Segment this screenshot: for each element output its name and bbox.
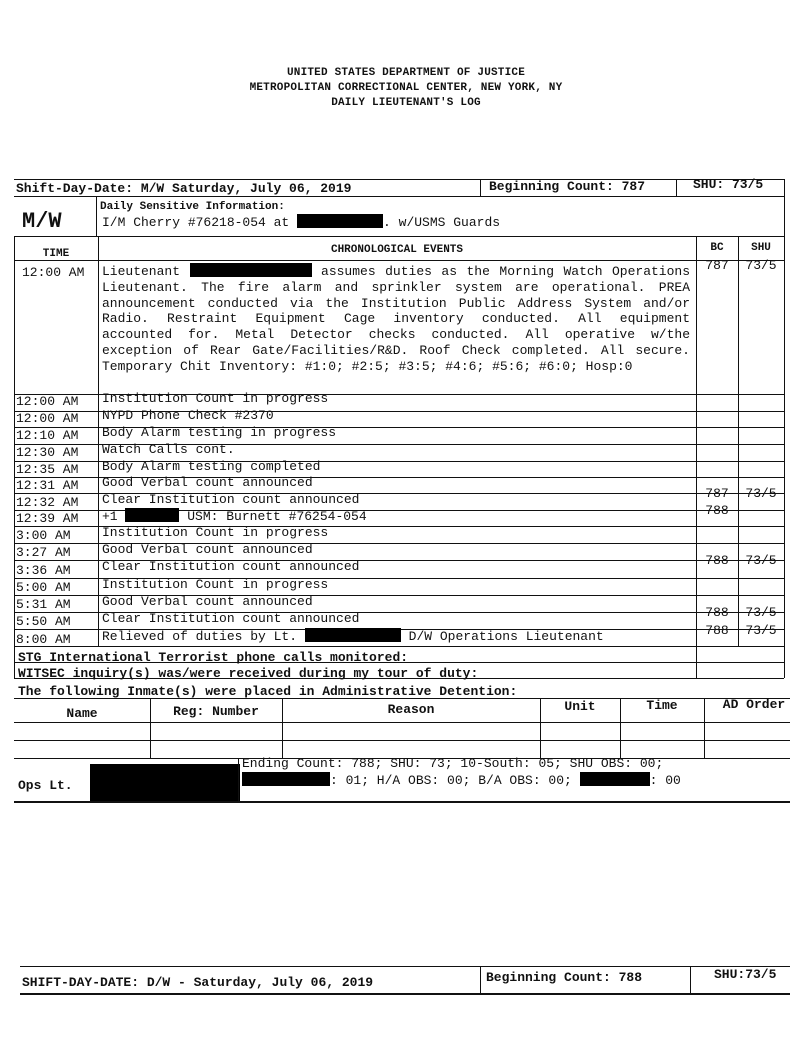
rule (14, 646, 784, 647)
event-time: 12:31 AM (16, 478, 79, 493)
shift-code: M/W (22, 209, 62, 234)
rule (480, 179, 481, 196)
event-time: 3:36 AM (16, 563, 71, 578)
next-beginning-count: Beginning Count: 788 (486, 970, 643, 985)
event-text-b: D/W Operations Lieutenant (408, 629, 604, 644)
event-text: Good Verbal count announced (102, 475, 313, 490)
redaction (305, 628, 401, 642)
ad-header-order: AD Order (722, 697, 786, 712)
event-shu: 73/5 (745, 486, 777, 501)
rule (14, 740, 790, 741)
rule (738, 236, 739, 646)
event-text: NYPD Phone Check #2370 (102, 408, 274, 423)
event-time: 12:00 AM (16, 411, 79, 426)
rule (96, 196, 97, 236)
first-entry-text-a: Lieutenant (102, 264, 181, 279)
header-line-3: DAILY LIEUTENANT'S LOG (331, 97, 481, 109)
sensitive-text-a: I/M Cherry #76218-054 at (102, 215, 290, 230)
rule (14, 260, 784, 261)
event-text: Body Alarm testing completed (102, 459, 321, 474)
ad-title: The following Inmate(s) were placed in Administrative Detention: (18, 684, 518, 699)
event-text: Institution Count in progress (102, 391, 329, 406)
event-time: 3:27 AM (16, 545, 71, 560)
rule (14, 179, 784, 180)
redaction (580, 772, 650, 786)
ending-count-line-2 (242, 772, 681, 789)
event-time: 12:35 AM (16, 462, 79, 477)
event-bc: 788 (705, 605, 729, 620)
ad-header-name: Name (66, 706, 98, 721)
redaction (190, 263, 312, 277)
event-time: 12:30 AM (16, 445, 79, 460)
header-line-2: METROPOLITAN CORRECTIONAL CENTER, NEW YORK, NY (249, 82, 563, 94)
document-header (0, 66, 812, 111)
first-entry-text-b: assumes duties as the Morning Watch Operations Lieutenant. The fire alarm and sprinkler system are operational. PREA announcement conducted via the Institution Public Address System and/or Radio. Restraint Equipment Cage inventory conducted. All equipment accounted for. Metal Detector checks conducted. All operative w/the exception of Rear Gate/Facilities/R&D. Roof Check completed. All secure. Temporary Chit Inventory: #1:0; #2:5; #3:5; #4:6; #5:6; #6:0; Hosp:0 (102, 264, 690, 374)
rule (540, 698, 541, 758)
event-text: Clear Institution count announced (102, 559, 360, 574)
event-shu: 73/5 (745, 623, 777, 638)
redaction (125, 508, 179, 522)
first-entry-text (102, 263, 690, 375)
rule (480, 966, 481, 993)
event-bc: 787 (705, 486, 729, 501)
event-text: Clear Institution count announced (102, 492, 360, 507)
rule (784, 179, 785, 678)
event-text (102, 508, 367, 525)
event-time: 3:00 AM (16, 528, 71, 543)
rule (14, 722, 790, 723)
next-shift-day-date: SHIFT-DAY-DATE: D/W - Saturday, July 06, 2019 (22, 975, 374, 990)
stg-line: STG International Terrorist phone calls monitored: (18, 650, 409, 665)
ad-header-reason: Reason (387, 702, 435, 717)
rule (20, 993, 790, 995)
event-time: 5:31 AM (16, 597, 71, 612)
rule (690, 966, 691, 993)
rule (150, 698, 151, 758)
event-bc: 788 (705, 553, 729, 568)
ending-count-line-2-b: : 00 (649, 773, 681, 788)
rule (14, 801, 790, 803)
event-bc: 788 (705, 623, 729, 638)
event-time: 12:39 AM (16, 511, 79, 526)
shift-day-date: Shift-Day-Date: M/W Saturday, July 06, 2019 (16, 181, 352, 196)
event-time: 8:00 AM (16, 632, 71, 647)
witsec-line: WITSEC inquiry(s) was/were received during my tour of duty: (18, 666, 479, 681)
sensitive-label: Daily Sensitive Information: (100, 201, 285, 213)
event-time: 12:32 AM (16, 495, 79, 510)
ending-count-line-1: Ending Count: 788; SHU: 73; 10-South: 05; SHU OBS: 00; (242, 756, 664, 771)
event-shu: 73/5 (745, 553, 777, 568)
beginning-count: Beginning Count: 787 (489, 179, 646, 194)
rule (98, 236, 99, 646)
redaction (242, 772, 330, 786)
event-text (102, 628, 604, 645)
rule (620, 698, 621, 758)
event-text: Clear Institution count announced (102, 611, 360, 626)
event-text: Good Verbal count announced (102, 594, 313, 609)
event-time: 12:10 AM (16, 428, 79, 443)
col-bc: BC (710, 242, 724, 254)
event-time: 5:00 AM (16, 580, 71, 595)
event-text-b: USM: Burnett #76254-054 (187, 509, 367, 524)
first-entry-shu: 73/5 (745, 258, 777, 273)
first-entry-time: 12:00 AM (22, 265, 85, 280)
event-text-a: Relieved of duties by Lt. (102, 629, 298, 644)
event-time: 5:50 AM (16, 614, 71, 629)
event-text: Good Verbal count announced (102, 542, 313, 557)
redaction (297, 214, 383, 228)
event-text: Institution Count in progress (102, 577, 329, 592)
rule (282, 698, 283, 758)
event-text: Body Alarm testing in progress (102, 425, 337, 440)
rule (704, 698, 705, 758)
ad-header-unit: Unit (564, 699, 596, 714)
event-time: 12:00 AM (16, 394, 79, 409)
signature-redaction (90, 764, 240, 802)
sensitive-text-b: . w/USMS Guards (383, 215, 501, 230)
event-bc: 788 (705, 503, 729, 518)
col-shu: SHU (751, 242, 771, 254)
rule (20, 966, 790, 967)
rule (14, 662, 784, 663)
rule (676, 179, 677, 196)
event-text: Watch Calls cont. (102, 442, 235, 457)
ending-count-line-2-a: : 01; H/A OBS: 00; B/A OBS: 00; (330, 773, 572, 788)
sensitive-text (102, 214, 500, 231)
event-shu: 73/5 (745, 605, 777, 620)
rule (14, 678, 784, 679)
rule (238, 758, 239, 802)
col-events: CHRONOLOGICAL EVENTS (330, 244, 464, 256)
ops-label: Ops Lt. (18, 778, 73, 793)
event-text-a: +1 (102, 509, 118, 524)
shu-count: SHU: 73/5 (693, 177, 764, 192)
ad-header-reg: Reg: Number (173, 704, 259, 719)
first-entry-bc: 787 (705, 258, 729, 273)
ad-header-time: Time (646, 698, 678, 713)
col-time: TIME (42, 248, 70, 260)
next-shu-count: SHU:73/5 (714, 967, 777, 982)
event-text: Institution Count in progress (102, 525, 329, 540)
header-line-1: UNITED STATES DEPARTMENT OF JUSTICE (286, 67, 526, 79)
rule (14, 236, 784, 237)
